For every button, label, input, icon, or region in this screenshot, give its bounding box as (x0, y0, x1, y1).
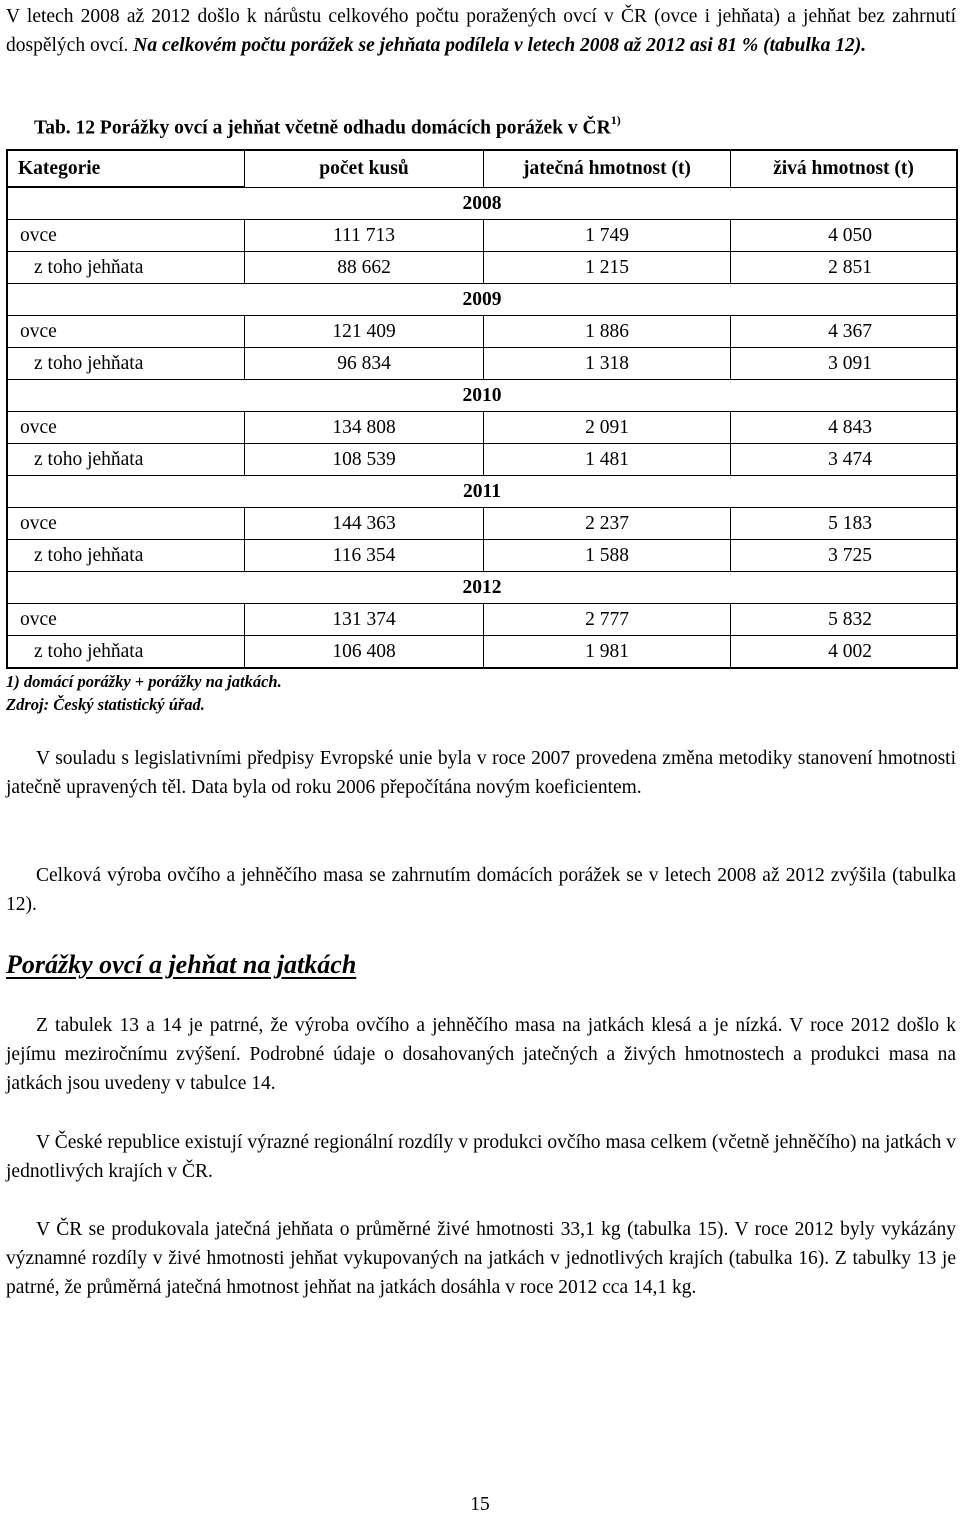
table-body (7, 187, 957, 668)
year-label: 2009 (7, 284, 957, 316)
year-row (7, 284, 957, 316)
table-row (7, 444, 957, 476)
cell-kategorie: ovce (7, 316, 245, 348)
cell-jatecna-hmotnost: 1 481 (484, 444, 731, 476)
cell-jatecna-hmotnost: 2 091 (484, 412, 731, 444)
cell-jatecna-hmotnost: 1 215 (484, 252, 731, 284)
cell-kategorie: z toho jehňata (7, 540, 245, 572)
table-source: Zdroj: Český statistický úřad. (6, 695, 205, 714)
cell-kategorie: ovce (7, 220, 245, 252)
year-label: 2011 (7, 476, 957, 508)
cell-ziva-hmotnost: 4 050 (731, 220, 958, 252)
table-row (7, 412, 957, 444)
cell-ziva-hmotnost: 3 091 (731, 348, 958, 380)
cell-ziva-hmotnost: 4 367 (731, 316, 958, 348)
paragraph-regional-differences: V České republice existují výrazné regionální rozdíly v produkci ovčího masa celkem (včetně jehněčího) na jatkách v jednotlivých krajích v ČR. (6, 1132, 956, 1182)
year-row (7, 476, 957, 508)
year-row (7, 380, 957, 412)
table-row (7, 636, 957, 669)
table-row (7, 220, 957, 252)
cell-ziva-hmotnost: 3 725 (731, 540, 958, 572)
cell-ziva-hmotnost: 3 474 (731, 444, 958, 476)
cell-ziva-hmotnost: 2 851 (731, 252, 958, 284)
cell-pocet-kusu: 88 662 (245, 252, 484, 284)
table-footnote: 1) domácí porážky + porážky na jatkách. (6, 672, 282, 691)
year-row (7, 572, 957, 604)
cell-ziva-hmotnost: 5 183 (731, 508, 958, 540)
cell-jatecna-hmotnost: 1 588 (484, 540, 731, 572)
year-label: 2008 (7, 187, 957, 220)
cell-ziva-hmotnost: 4 843 (731, 412, 958, 444)
intro-emphasis: Na celkovém počtu porážek se jehňata podílela v letech 2008 až 2012 asi 81 % (tabulka 12). (133, 35, 867, 56)
section-heading: Porážky ovcí a jehňat na jatkách (6, 950, 357, 979)
cell-ziva-hmotnost: 5 832 (731, 604, 958, 636)
header-ziva-hmotnost: živá hmotnost (t) (731, 150, 958, 187)
cell-kategorie: ovce (7, 412, 245, 444)
paragraph-total-production: Celková výroba ovčího a jehněčího masa se zahrnutím domácích porážek se v letech 2008 až 2012 zvýšila (tabulka 12). (6, 865, 956, 915)
table-caption (34, 115, 621, 140)
cell-pocet-kusu: 121 409 (245, 316, 484, 348)
year-label: 2012 (7, 572, 957, 604)
cell-pocet-kusu: 134 808 (245, 412, 484, 444)
cell-pocet-kusu: 111 713 (245, 220, 484, 252)
table-row (7, 604, 957, 636)
intro-paragraph (6, 2, 956, 60)
cell-pocet-kusu: 116 354 (245, 540, 484, 572)
table-row (7, 508, 957, 540)
year-label: 2010 (7, 380, 957, 412)
paragraph-legislation: V souladu s legislativními předpisy Evropské unie byla v roce 2007 provedena změna metodiky stanovení hmotnosti jatečně upravených těl. Data byla od roku 2006 přepočítána novým koeficientem. (6, 748, 956, 798)
cell-pocet-kusu: 96 834 (245, 348, 484, 380)
cell-jatecna-hmotnost: 2 777 (484, 604, 731, 636)
cell-kategorie: z toho jehňata (7, 444, 245, 476)
header-jatecna-hmotnost: jatečná hmotnost (t) (484, 150, 731, 187)
page-number: 15 (470, 1494, 490, 1515)
table-row (7, 540, 957, 572)
year-row (7, 187, 957, 220)
table-caption-footnote-mark: 1) (610, 113, 621, 127)
cell-kategorie: ovce (7, 508, 245, 540)
paragraph-slaughterhouses: Z tabulek 13 a 14 je patrné, že výroba ovčího a jehněčího masa na jatkách klesá a je nízká. V roce 2012 došlo k jejímu meziročnímu zvýšení. Podrobné údaje o dosahovaných jatečných a živých hmotnostech a produkci masa na jatkách jsou uvedeny v tabulce 14. (6, 1015, 956, 1094)
intro-text: V letech 2008 až 2012 došlo k nárůstu celkového počtu poražených ovcí v ČR (ovce i jehňata) a jehňat bez zahrnutí dospělých ovcí. (6, 6, 956, 56)
slaughter-table (6, 149, 958, 669)
cell-kategorie: ovce (7, 604, 245, 636)
cell-ziva-hmotnost: 4 002 (731, 636, 958, 669)
cell-pocet-kusu: 144 363 (245, 508, 484, 540)
header-pocet-kusu: počet kusů (245, 150, 484, 187)
paragraph-lamb-weight: V ČR se produkovala jatečná jehňata o průměrné živé hmotnosti 33,1 kg (tabulka 15). V roce 2012 byly vykázány významné rozdíly v živé hmotnosti jehňat vykupovaných na jatkách v jednotlivých krajích (tabulka 16). Z tabulky 13 je patrné, že průměrná jatečná hmotnost jehňat na jatkách dosáhla v roce 2012 cca 14,1 kg. (6, 1219, 956, 1298)
cell-kategorie: z toho jehňata (7, 636, 245, 669)
cell-kategorie: z toho jehňata (7, 348, 245, 380)
table-header-row (7, 150, 957, 187)
table-row (7, 252, 957, 284)
table-row (7, 348, 957, 380)
cell-jatecna-hmotnost: 1 749 (484, 220, 731, 252)
cell-jatecna-hmotnost: 1 981 (484, 636, 731, 669)
table-row (7, 316, 957, 348)
cell-jatecna-hmotnost: 2 237 (484, 508, 731, 540)
cell-jatecna-hmotnost: 1 886 (484, 316, 731, 348)
table-caption-text: Tab. 12 Porážky ovcí a jehňat včetně odhadu domácích porážek v ČR (34, 117, 611, 139)
header-kategorie: Kategorie (7, 150, 245, 187)
cell-kategorie: z toho jehňata (7, 252, 245, 284)
cell-pocet-kusu: 106 408 (245, 636, 484, 669)
cell-pocet-kusu: 131 374 (245, 604, 484, 636)
cell-jatecna-hmotnost: 1 318 (484, 348, 731, 380)
cell-pocet-kusu: 108 539 (245, 444, 484, 476)
